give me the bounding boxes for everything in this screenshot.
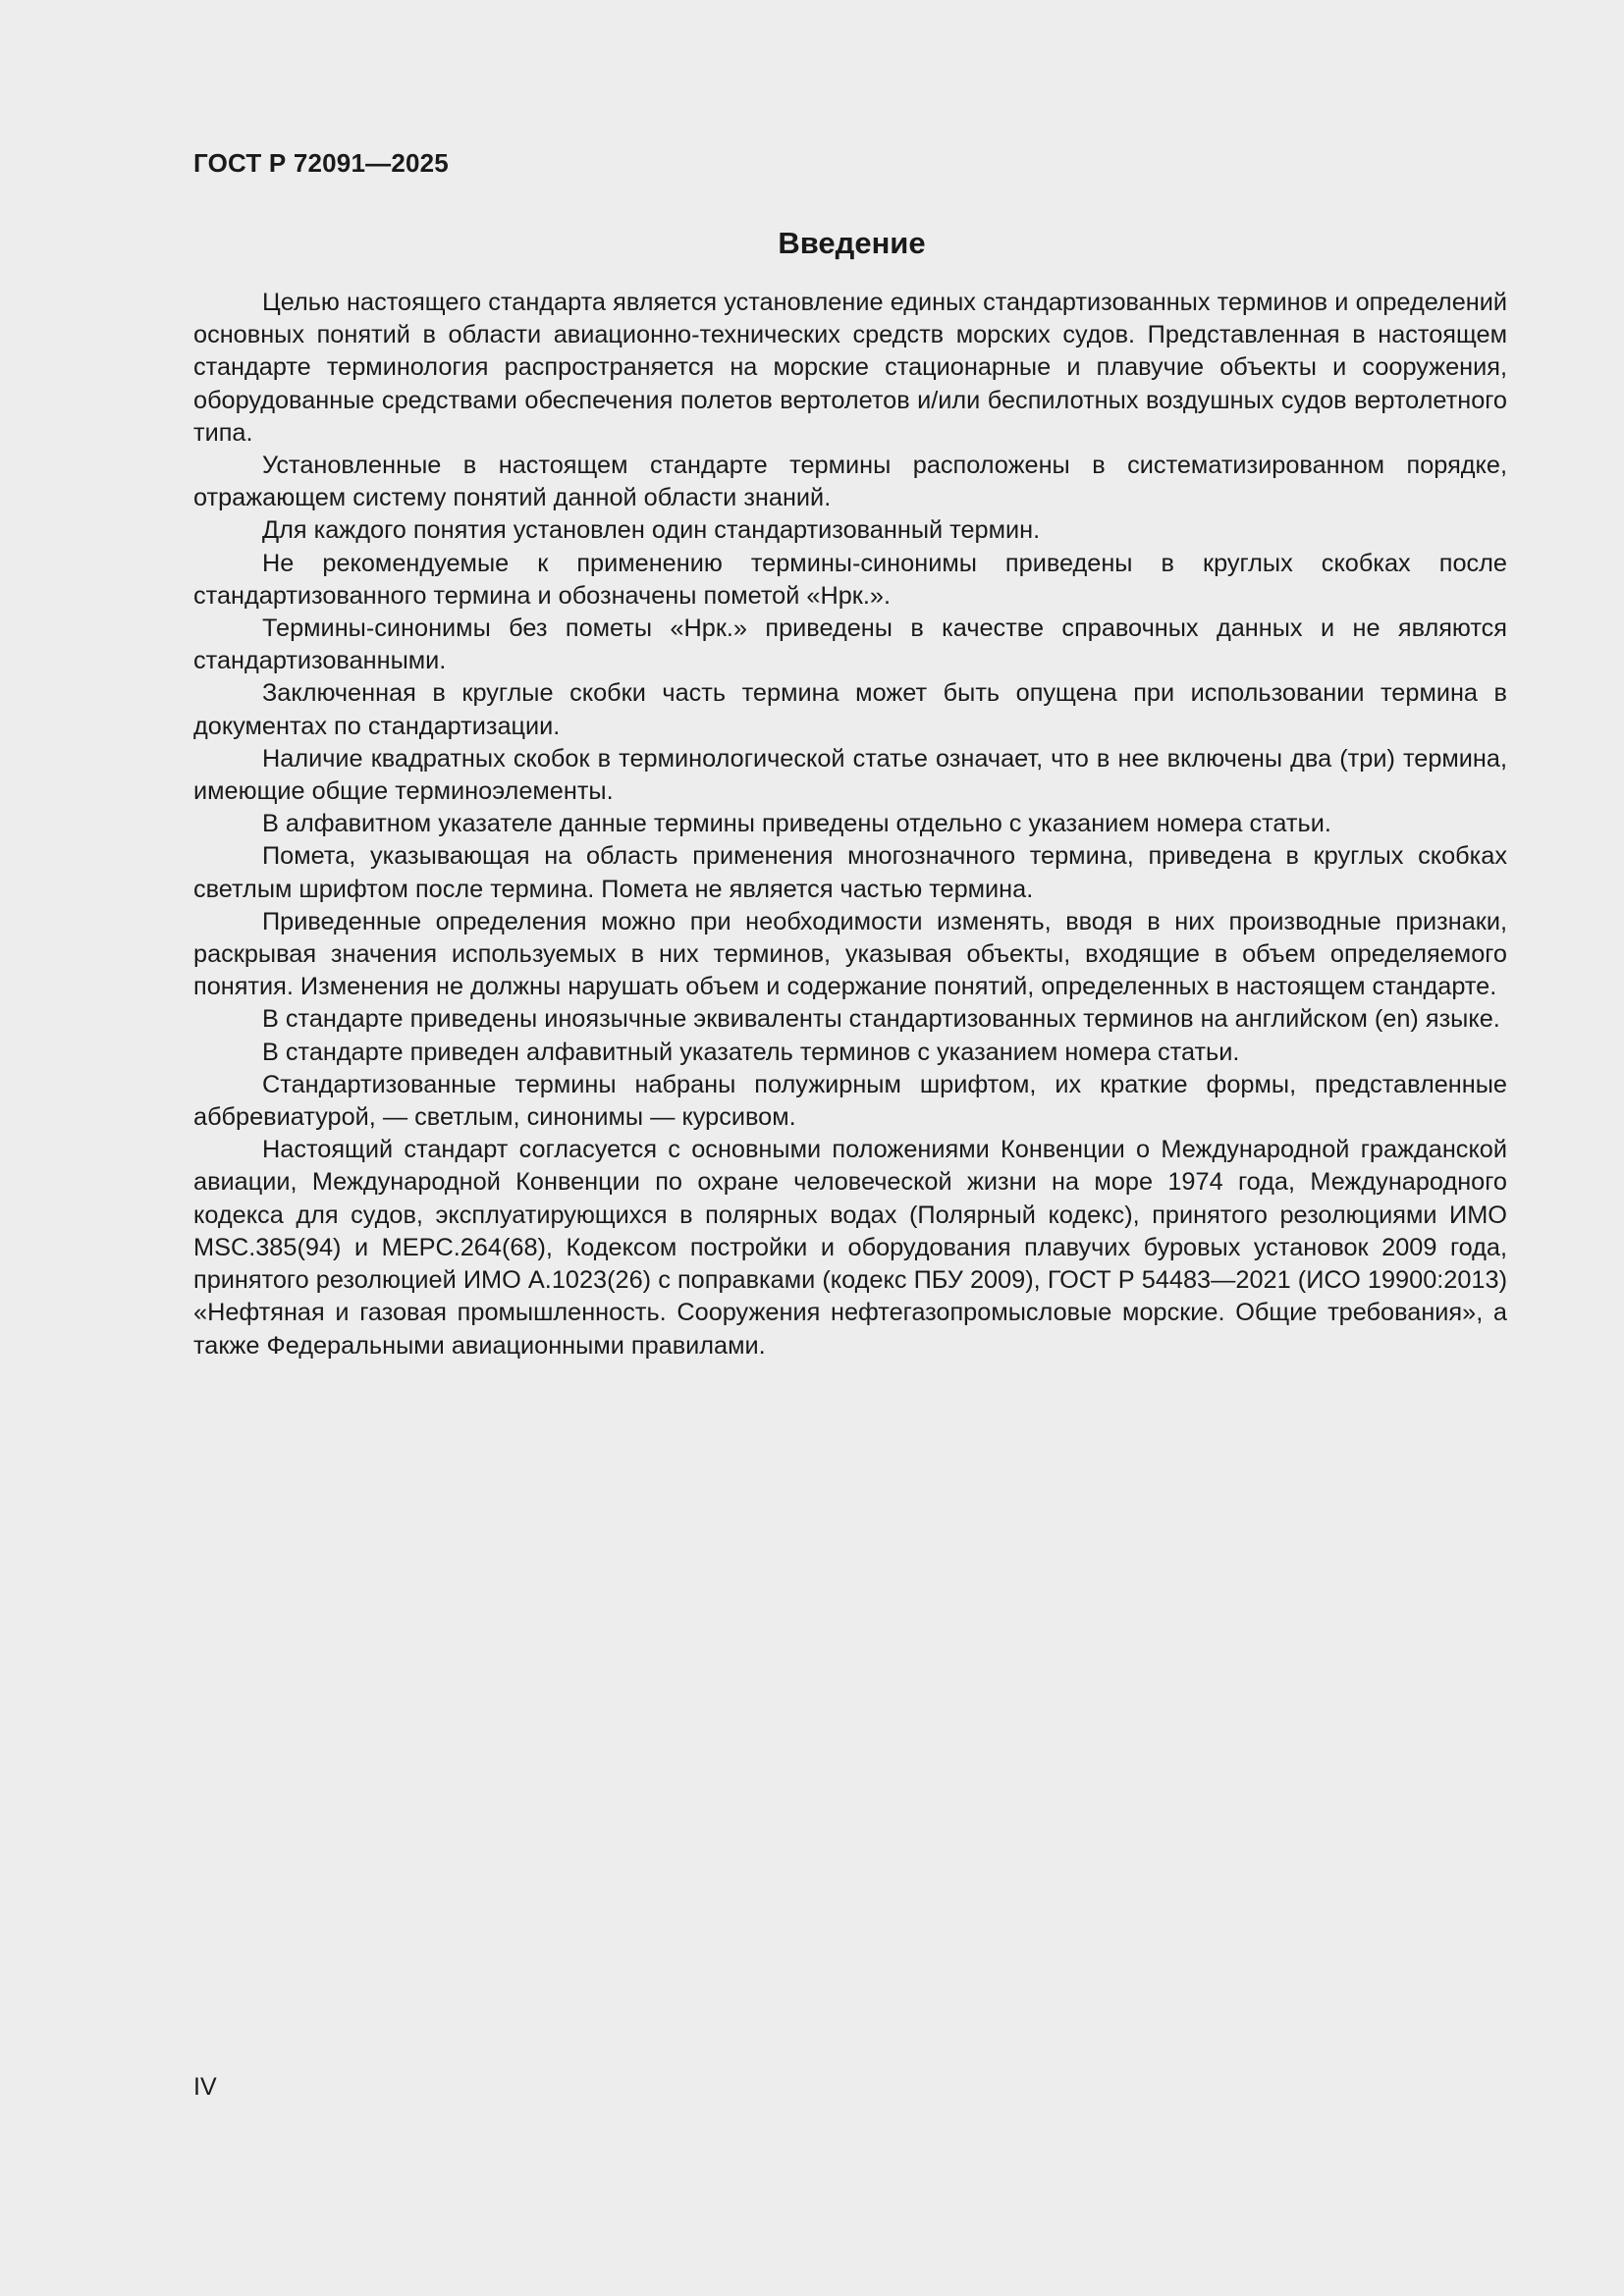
document-code: ГОСТ Р 72091—2025 xyxy=(193,148,449,178)
paragraph: Заключенная в круглые скобки часть термина может быть опущена при использовании термина в документах по стандартизации. xyxy=(193,679,1507,740)
paragraph: Не рекомендуемые к применению термины-синонимы приведены в круглых скобках после стандартизованного термина и обозначены пометой «Нрк.». xyxy=(193,549,1507,610)
section-body xyxy=(193,287,1507,1362)
paragraph: В стандарте приведены иноязычные эквиваленты стандартизованных терминов на английском (en) языке. xyxy=(262,1005,1500,1034)
paragraph: Приведенные определения можно при необходимости изменять, вводя в них производные признаки, раскрывая значения используемых в них терминов, указывая объекты, входящие в объем определяемого понятия. Изменения не должны нарушать объем и содержание понятий, определенных в настоящем стандарте. xyxy=(193,907,1507,1001)
paragraph: Термины-синонимы без пометы «Нрк.» приведены в качестве справочных данных и не являются стандартизованными. xyxy=(193,614,1507,675)
page-number: IV xyxy=(193,2073,217,2101)
paragraph: Помета, указывающая на область применения многозначного термина, приведена в круглых скобках светлым шрифтом после термина. Помета не является частью термина. xyxy=(193,842,1507,903)
paragraph: Наличие квадратных скобок в терминологической статье означает, что в нее включены два (три) термина, имеющие общие терминоэлементы. xyxy=(193,744,1507,806)
section-title: Введение xyxy=(778,226,926,260)
paragraph: В стандарте приведен алфавитный указатель терминов с указанием номера статьи. xyxy=(262,1038,1240,1066)
paragraph: Для каждого понятия установлен один стандартизованный термин. xyxy=(262,516,1041,545)
paragraph: Стандартизованные термины набраны полужирным шрифтом, их краткие формы, представленные аббревиатурой, — светлым, синонимы — курсивом. xyxy=(193,1070,1507,1132)
paragraph: В алфавитном указателе данные термины приведены отдельно с указанием номера статьи. xyxy=(262,810,1331,838)
paragraph: Настоящий стандарт согласуется с основными положениями Конвенции о Международной гражданской авиации, Международной Конвенции по охране человеческой жизни на море 1974 года, Международного кодекса для судов, эксплуатирующихся в полярных водах (Полярный кодекс), принятого резолюциями ИМО MSC.385(94) и MEPC.264(68), Кодексом постройки и оборудования плавучих буровых установок 2009 года, принятого резолюцией ИМО А.1023(26) с поправками (кодекс ПБУ 2009), ГОСТ Р 54483—2021 (ИСО 19900:2013) «Нефтяная и газовая промышленность. Сооружения нефтегазопромысловые морские. Общие требования», а также Федеральными авиационными правилами. xyxy=(193,1136,1507,1360)
paragraph: Установленные в настоящем стандарте термины расположены в систематизированном порядке, отражающем систему понятий данной области знаний. xyxy=(193,452,1507,512)
paragraph: Целью настоящего стандарта является установление единых стандартизованных терминов и определений основных понятий в области авиационно-технических средств морских судов. Представленная в настоящем стандарте терминология распространяется на морские стационарные и плавучие объекты и сооружения, оборудованные средствами обеспечения полетов вертолетов и/или беспилотных воздушных судов вертолетного типа. xyxy=(193,289,1507,447)
